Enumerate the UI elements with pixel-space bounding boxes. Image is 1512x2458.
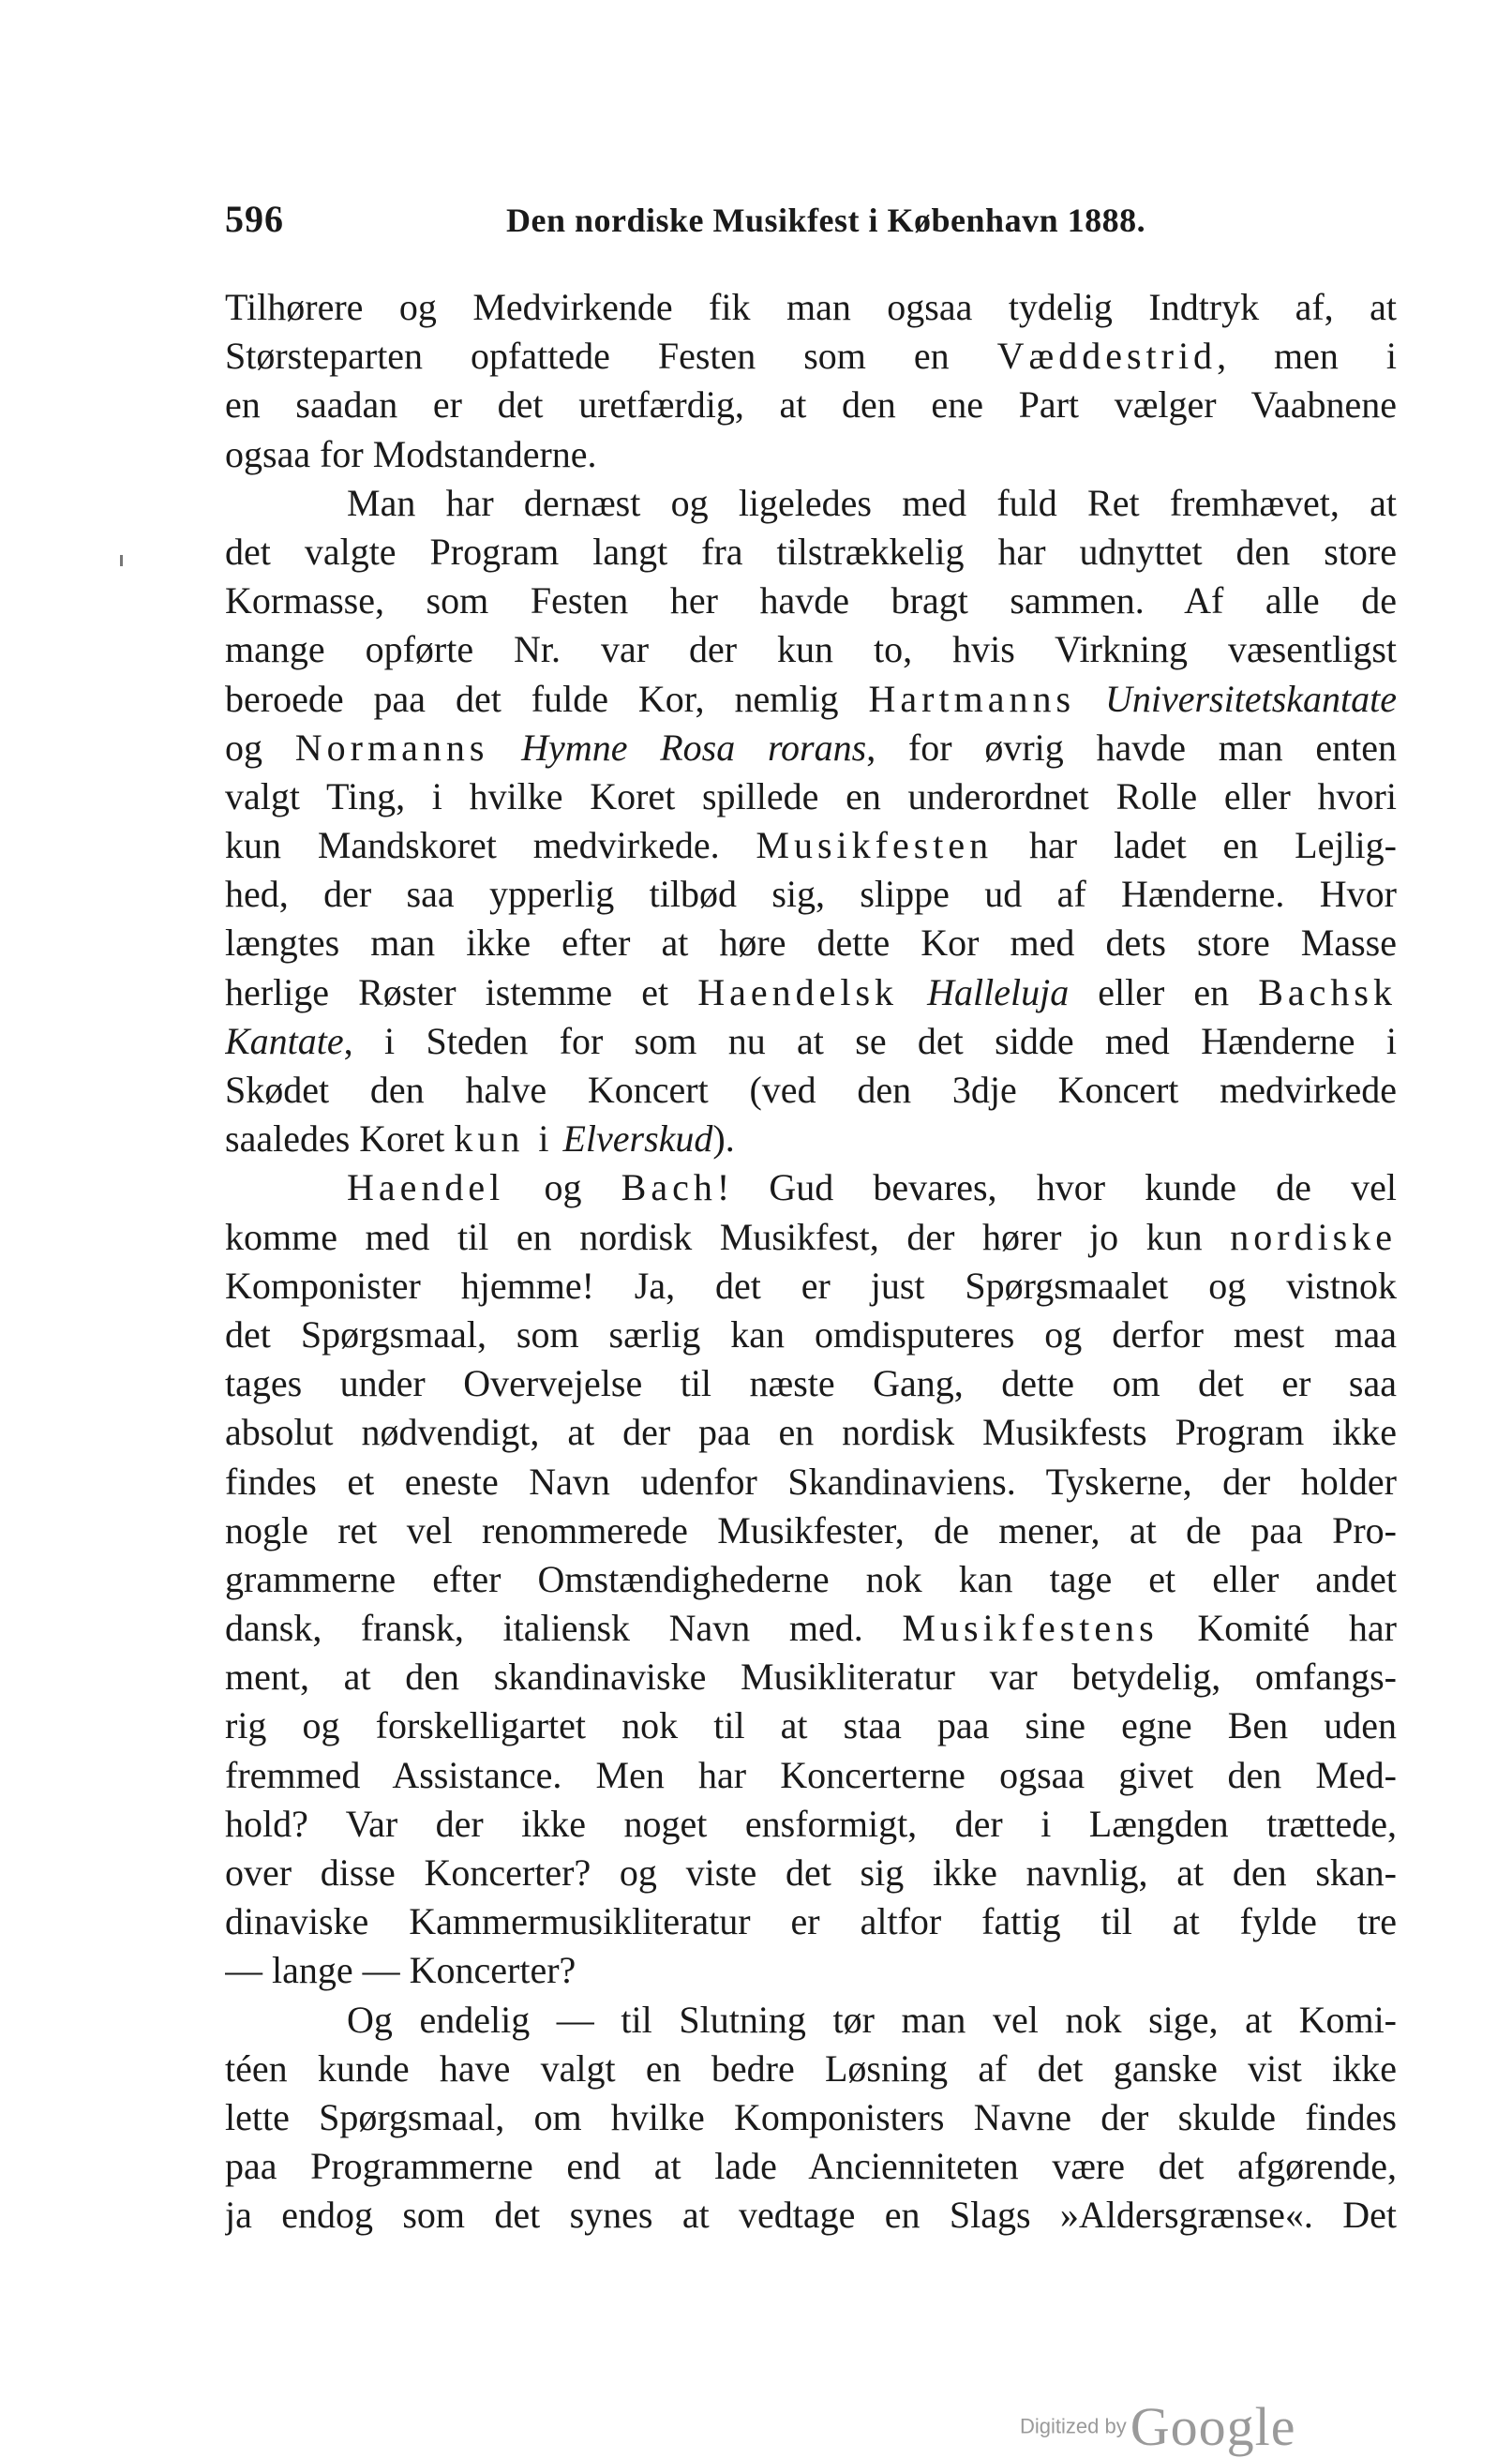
- text-segment: det valgte Program langt fra tilstrækkelig har udnyttet den store: [225, 530, 1397, 573]
- text-line: [225, 1996, 1397, 2045]
- text-segment: Tilhørere og Medvirkende fik man ogsaa tydelig Indtryk af, at: [225, 286, 1397, 328]
- text-segment: Skødet den halve Koncert (ved den 3dje Koncert medvirkede: [225, 1069, 1397, 1111]
- text-line: [225, 1408, 1397, 1457]
- text-segment: paa Programmerne end at lade Ancienniteten være det afgørende,: [225, 2145, 1397, 2188]
- text-line: [225, 1555, 1397, 1604]
- text-line: [225, 1017, 1397, 1066]
- text-segment: mange opførte Nr. var der kun to, hvis Virkning væsentligst: [225, 628, 1397, 671]
- watermark-prefix: Digitized by: [1020, 2414, 1127, 2438]
- text-segment: det Spørgsmaal, som særlig kan omdisputeres og derfor mest maa: [225, 1312, 1397, 1356]
- text-line: [225, 430, 1397, 479]
- text-line: [225, 1262, 1397, 1311]
- italic-title: Universitetskantate: [1104, 677, 1397, 720]
- text-segment: saaledes Koret: [225, 1117, 455, 1161]
- italic-title: Halleluja: [927, 970, 1070, 1013]
- text-line: [225, 772, 1397, 821]
- text-segment: , for øvrig havde man enten: [866, 726, 1397, 769]
- text-segment: og: [225, 726, 295, 769]
- text-segment: og: [504, 1166, 621, 1209]
- text-segment: [898, 971, 927, 1013]
- page-header: [225, 197, 1397, 253]
- text-segment: ment, at den skandinaviske Musikliteratur var betydelig, omfangs-: [225, 1656, 1397, 1699]
- text-segment: rig og forskelligartet nok til at staa paa sine egne Ben uden: [225, 1704, 1397, 1747]
- text-segment: længtes man ikke efter at høre dette Kor med dets store Masse: [225, 922, 1397, 965]
- text-segment: ja endog som det synes at vedtage en Slags »Aldersgrænse«. Det: [225, 2194, 1397, 2237]
- spaced-emphasis: Haendelsk: [697, 970, 899, 1013]
- text-line: [225, 332, 1397, 381]
- italic-title: Elverskud: [562, 1117, 713, 1161]
- text-segment: findes et eneste Navn udenfor Skandinaviens. Tyskerne, der holder: [225, 1460, 1397, 1503]
- text-segment: téen kunde have valgt en bedre Løsning af det ganske vist ikke: [225, 2046, 1397, 2090]
- paragraph: [225, 283, 1397, 479]
- text-segment: Man har dernæst og ligeledes med fuld Ret fremhævet, at: [347, 481, 1397, 524]
- text-segment: over disse Koncerter? og viste det sig ikke navnlig, at den skan-: [225, 1851, 1397, 1894]
- text-line: [225, 2142, 1397, 2191]
- text-segment: fremmed Assistance. Men har Koncerterne ogsaa givet den Med-: [225, 1753, 1397, 1796]
- text-line: [225, 381, 1397, 429]
- text-segment: Komité har: [1158, 1607, 1397, 1650]
- text-segment: dansk, fransk, italiensk Navn med.: [225, 1607, 903, 1650]
- text-segment: har ladet en Lejlig-: [993, 824, 1397, 867]
- text-line: [225, 1897, 1397, 1946]
- text-segment: komme med til en nordisk Musikfest, der hører jo kun: [225, 1215, 1231, 1258]
- text-segment: hed, der saa ypperlig tilbød sig, slippe ud af Hænderne. Hvor: [225, 873, 1397, 916]
- text-line: [225, 821, 1397, 870]
- text-line: [225, 675, 1397, 724]
- text-line: [225, 528, 1397, 577]
- text-segment: valgt Ting, i hvilke Koret spillede en underordnet Rolle eller hvori: [225, 774, 1397, 817]
- spaced-emphasis: Væddestrid: [996, 335, 1218, 378]
- text-line: [225, 870, 1397, 919]
- text-segment: [553, 1117, 562, 1160]
- text-line: [225, 1946, 1397, 1995]
- paragraph: [225, 1996, 1397, 2241]
- italic-title: Kantate: [225, 1019, 344, 1062]
- text-segment: tages under Overvejelse til næste Gang, dette om det er saa: [225, 1362, 1397, 1405]
- text-segment: nogle ret vel renommerede Musikfester, de mener, at de paa Pro-: [225, 1508, 1397, 1551]
- spaced-emphasis: Bach: [621, 1166, 717, 1209]
- text-segment: Og endelig — til Slutning tør man vel nok sige, at Komi-: [347, 1998, 1397, 2041]
- page-number: 596: [225, 198, 284, 240]
- text-line: [225, 1213, 1397, 1262]
- text-segment: kun Mandskoret medvirkede.: [225, 824, 756, 867]
- text-line: [225, 479, 1397, 528]
- text-line: [225, 919, 1397, 967]
- paragraph: [225, 1163, 1397, 1995]
- text-line: [225, 1701, 1397, 1750]
- text-line: [225, 1800, 1397, 1849]
- text-segment: [1075, 678, 1105, 720]
- digitized-watermark: [1020, 2395, 1329, 2457]
- spaced-emphasis: Bachsk: [1258, 970, 1397, 1013]
- text-line: [225, 1163, 1397, 1212]
- text-segment: ogsaa for Modstanderne.: [225, 432, 597, 475]
- text-segment: absolut nødvendigt, at der paa en nordisk Musikfests Program ikke: [225, 1411, 1397, 1454]
- text-line: [225, 1604, 1397, 1653]
- text-segment: eller en: [1069, 970, 1259, 1013]
- text-line: [225, 1311, 1397, 1359]
- text-segment: Størsteparten opfattede Festen som en: [225, 335, 997, 378]
- text-segment: Komponister hjemme! Ja, det er just Spørgsmaalet og vistnok: [225, 1264, 1397, 1307]
- text-segment: [488, 727, 521, 769]
- text-segment: ).: [712, 1117, 735, 1161]
- spaced-emphasis: Hartmanns: [868, 677, 1076, 720]
- text-line: [225, 1751, 1397, 1800]
- text-line: [225, 968, 1397, 1017]
- text-line: [225, 577, 1397, 625]
- text-line: [225, 1359, 1397, 1408]
- text-line: [225, 1653, 1397, 1701]
- italic-title: Hymne Rosa rorans: [521, 726, 867, 769]
- text-line: [225, 1458, 1397, 1506]
- text-segment: Kormasse, som Festen her havde bragt sammen. Af alle de: [225, 579, 1397, 622]
- text-line: [225, 1506, 1397, 1555]
- running-title: Den nordiske Musikfest i København 1888.: [506, 202, 1146, 239]
- text-line: [225, 2191, 1397, 2240]
- text-segment: hold? Var der ikke noget ensformigt, der i Længden trættede,: [225, 1802, 1397, 1845]
- text-line: [225, 1849, 1397, 1897]
- text-line: [225, 625, 1397, 674]
- text-segment: beroede paa det fulde Kor, nemlig: [225, 677, 869, 720]
- spaced-emphasis: Haendel: [347, 1166, 505, 1209]
- spaced-emphasis: kun i: [454, 1117, 554, 1161]
- text-segment: , i Steden for som nu at se det sidde med Hænderne i: [343, 1019, 1397, 1062]
- text-line: [225, 1115, 1397, 1163]
- text-line: [225, 283, 1397, 332]
- text-line: [225, 724, 1397, 772]
- google-logo: Google: [1130, 2396, 1296, 2457]
- body-text: [225, 283, 1397, 2241]
- text-segment: herlige Røster istemme et: [225, 970, 698, 1013]
- spaced-emphasis: Musikfesten: [756, 824, 994, 867]
- text-segment: grammerne efter Omstændighederne nok kan tage et eller andet: [225, 1557, 1397, 1600]
- spaced-emphasis: nordiske: [1230, 1215, 1397, 1258]
- margin-mark: [120, 555, 123, 566]
- text-segment: dinaviske Kammermusikliteratur er altfor fattig til at fylde tre: [225, 1900, 1397, 1943]
- text-segment: , men i: [1217, 335, 1397, 378]
- text-segment: — lange — Koncerter?: [225, 1949, 576, 1992]
- text-segment: lette Spørgsmaal, om hvilke Komponisters Navne der skulde findes: [225, 2095, 1397, 2138]
- text-line: [225, 1066, 1397, 1115]
- text-segment: en saadan er det uretfærdig, at den ene Part vælger Vaabnene: [225, 383, 1397, 427]
- text-segment: ! Gud bevares, hvor kunde de vel: [716, 1166, 1397, 1209]
- text-line: [225, 2093, 1397, 2142]
- text-line: [225, 2045, 1397, 2093]
- spaced-emphasis: Musikfestens: [902, 1607, 1159, 1650]
- paragraph: [225, 479, 1397, 1164]
- spaced-emphasis: Normanns: [294, 726, 489, 769]
